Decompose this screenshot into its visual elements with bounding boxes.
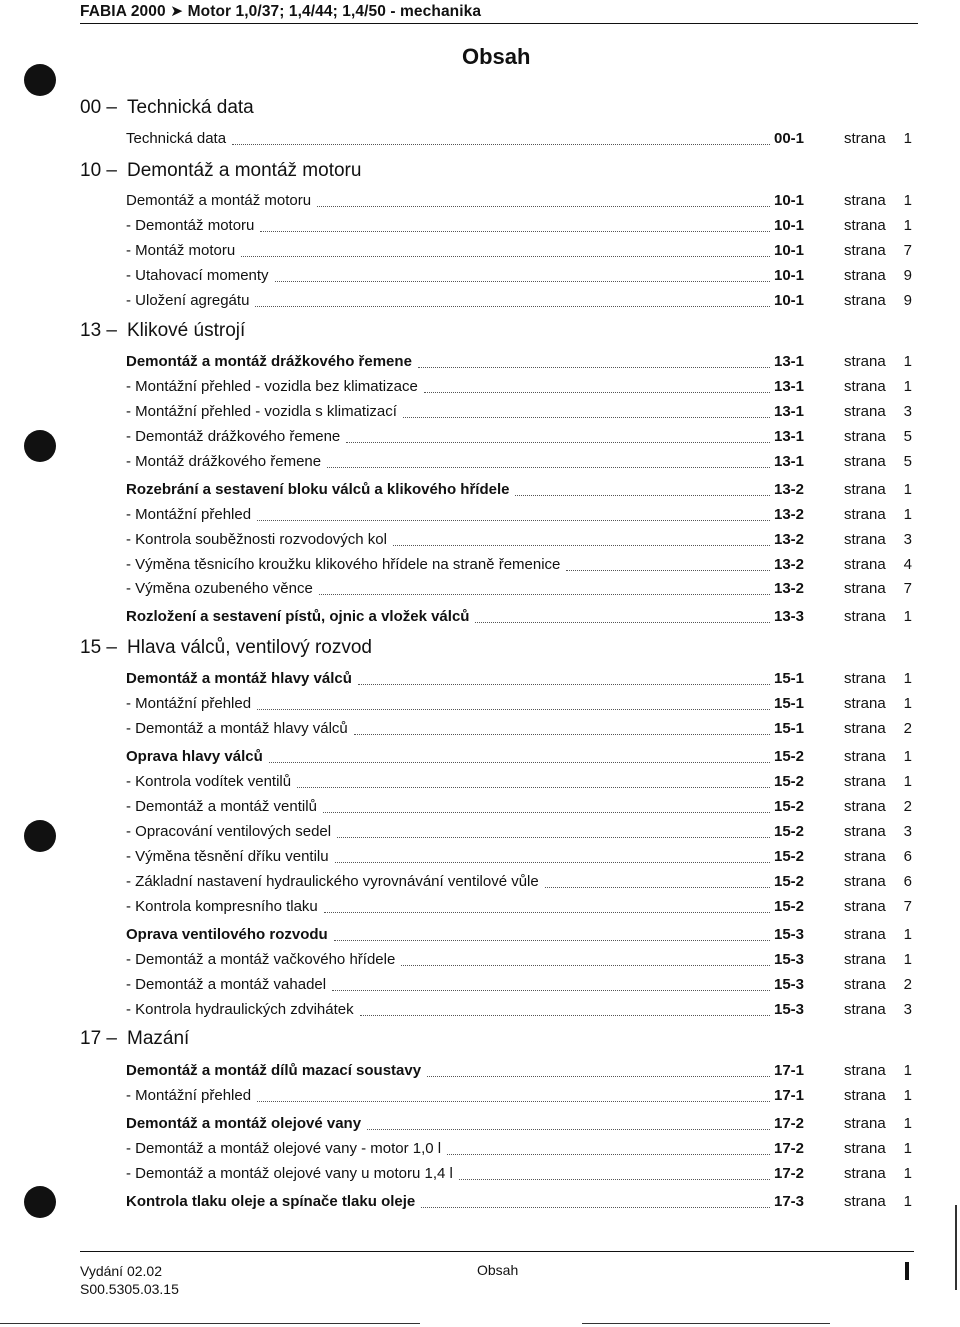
toc-entry-title: Demontáž a montáž drážkového řemene [126,353,412,370]
toc-entry-code: 15-2 [774,748,805,765]
toc-entry-title: - Výměna ozubeného věnce [126,580,313,597]
toc-entry-prefix: strana [844,353,886,370]
toc-entry-code: 13-2 [774,506,805,523]
toc-entry [126,1115,912,1135]
toc-entry-code: 13-3 [774,608,805,625]
toc-entry-title: - Montáž drážkového řemene [126,453,322,470]
toc-entry-page: 1 [903,1087,912,1104]
toc-entry-prefix: strana [844,773,886,790]
section-title: Mazání [127,1028,190,1049]
toc-entry-leader [515,495,770,496]
section-heading-00 [80,97,254,121]
toc-entry-prefix: strana [844,267,886,284]
toc-entry-page: 1 [903,353,912,370]
toc-entry-title: - Uložení agregátu [126,292,250,309]
toc-entry [126,773,912,793]
section-heading-17 [80,1028,189,1052]
section-title: Klikové ústrojí [127,320,246,341]
toc-entry-prefix: strana [844,580,886,597]
toc-entry-page: 1 [903,481,912,498]
toc-entry [126,428,912,448]
toc-entry-title: - Montážní přehled - vozidla s klimatizací [126,403,397,420]
toc-entry-prefix: strana [844,378,886,395]
footer-left [80,1262,179,1298]
toc-entry-title: - Výměna těsnění dříku ventilu [126,848,329,865]
toc-entry-page: 6 [903,848,912,865]
toc-entry-prefix: strana [844,217,886,234]
toc-entry-prefix: strana [844,481,886,498]
toc-entry-title: - Kontrola hydraulických zdvihátek [126,1001,354,1018]
toc-entry-title: - Opracování ventilových sedel [126,823,332,840]
toc-entry-leader [358,684,770,685]
toc-entry-leader [393,545,770,546]
toc-entry-page: 1 [903,192,912,209]
toc-entry-title: Demontáž a montáž motoru [126,192,312,209]
toc-entry-title: - Montážní přehled [126,695,252,712]
toc-entry-title: - Demontáž a montáž vahadel [126,976,327,993]
toc-entry [126,798,912,818]
toc-entry-code: 15-3 [774,976,805,993]
toc-entry-leader [297,787,770,788]
toc-entry-title: Kontrola tlaku oleje a spínače tlaku oleje [126,1193,416,1210]
header-title: FABIA 2000 ➤ Motor 1,0/37; 1,4/44; 1,4/50 - mechanika [80,3,482,20]
toc-entry-page: 1 [903,773,912,790]
toc-entry-page: 9 [903,292,912,309]
toc-entry-leader [335,862,770,863]
toc-entry-leader [424,392,770,393]
toc-entry [126,898,912,918]
toc-entry-title: Demontáž a montáž dílů mazací soustavy [126,1062,422,1079]
toc-entry-prefix: strana [844,192,886,209]
toc-entry-code: 13-2 [774,556,805,573]
toc-entry [126,378,912,398]
toc-entry [126,481,912,501]
toc-entry-prefix: strana [844,531,886,548]
toc-entry-prefix: strana [844,1087,886,1104]
toc-entry-leader [401,965,770,966]
toc-entry [126,720,912,740]
toc-entry-page: 3 [903,1001,912,1018]
binder-hole-icon [24,64,56,96]
toc-entry-prefix: strana [844,1062,886,1079]
toc-entry-page: 7 [903,898,912,915]
toc-entry-prefix: strana [844,798,886,815]
toc-entry-code: 17-2 [774,1165,805,1182]
toc-entry-code: 00-1 [774,130,805,147]
toc-entry [126,748,912,768]
toc-entry [126,1165,912,1185]
toc-entry-title: - Demontáž motoru [126,217,255,234]
toc-entry-page: 5 [903,428,912,445]
toc-entry-code: 17-3 [774,1193,805,1210]
toc-entry-leader [269,762,770,763]
toc-entry-leader [367,1129,770,1130]
toc-entry-leader [346,442,770,443]
scan-line [0,1323,420,1324]
toc-entry [126,242,912,262]
toc-entry-prefix: strana [844,608,886,625]
toc-entry-leader [475,622,770,623]
toc-entry-title: - Demontáž a montáž olejové vany u motoru 1,4 l [126,1165,453,1182]
toc-entry-page: 1 [903,748,912,765]
toc-entry [126,873,912,893]
section-heading-15 [80,637,372,661]
toc-entry [126,1001,912,1021]
toc-entry [126,1193,912,1213]
toc-entry-page: 1 [903,608,912,625]
toc-entry-title: Oprava hlavy válců [126,748,263,765]
toc-entry-prefix: strana [844,695,886,712]
toc-entry-code: 15-2 [774,798,805,815]
toc-entry-prefix: strana [844,130,886,147]
toc-entry-code: 15-3 [774,1001,805,1018]
toc-entry-code: 15-3 [774,951,805,968]
toc-entry-leader [332,990,770,991]
section-heading-13 [80,320,245,344]
toc-entry-page: 9 [903,267,912,284]
toc-entry-title: - Demontáž a montáž ventilů [126,798,317,815]
binder-hole-icon [24,1186,56,1218]
toc-entry-code: 10-1 [774,192,805,209]
toc-entry-code: 10-1 [774,267,805,284]
toc-entry-code: 15-1 [774,720,805,737]
toc-entry-leader [360,1015,770,1016]
toc-entry-prefix: strana [844,1165,886,1182]
toc-entry-code: 10-1 [774,292,805,309]
toc-entry-code: 13-1 [774,453,805,470]
toc-entry-title: - Demontáž a montáž hlavy válců [126,720,348,737]
toc-entry-leader [354,734,770,735]
binder-hole-icon [24,820,56,852]
toc-entry-code: 15-1 [774,670,805,687]
toc-entry [126,608,912,628]
section-number: 00 – [80,97,117,118]
footer-doc-number: S00.5305.03.15 [80,1281,179,1297]
toc-entry-code: 10-1 [774,242,805,259]
toc-entry-prefix: strana [844,1140,886,1157]
toc-entry-page: 1 [903,130,912,147]
toc-entry [126,217,912,237]
toc-entry-code: 15-1 [774,695,805,712]
toc-entry-title: - Montáž motoru [126,242,236,259]
toc-entry-prefix: strana [844,926,886,943]
footer-right-mark [905,1262,909,1280]
toc-entry-page: 1 [903,1193,912,1210]
toc-entry-prefix: strana [844,1115,886,1132]
toc-entry-leader [427,1076,770,1077]
toc-entry-code: 15-2 [774,848,805,865]
toc-entry-title: Oprava ventilového rozvodu [126,926,328,943]
toc-entry-page: 4 [903,556,912,573]
toc-entry-page: 1 [903,1115,912,1132]
toc-entry-prefix: strana [844,898,886,915]
toc-entry-title: - Kontrola kompresního tlaku [126,898,318,915]
section-title: Hlava válců, ventilový rozvod [127,637,372,658]
toc-entry-prefix: strana [844,403,886,420]
toc-entry-prefix: strana [844,242,886,259]
toc-entry-title: - Kontrola vodítek ventilů [126,773,292,790]
toc-entry [126,292,912,312]
toc-entry-code: 13-2 [774,580,805,597]
toc-entry [126,848,912,868]
toc-entry-page: 2 [903,720,912,737]
toc-entry-code: 13-1 [774,378,805,395]
toc-entry-code: 13-1 [774,353,805,370]
toc-entry-prefix: strana [844,720,886,737]
section-number: 13 – [80,320,117,341]
toc-entry [126,823,912,843]
toc-entry-prefix: strana [844,848,886,865]
section-number: 10 – [80,160,117,181]
toc-entry-code: 15-2 [774,823,805,840]
toc-entry-title: - Kontrola souběžnosti rozvodových kol [126,531,387,548]
toc-entry-prefix: strana [844,748,886,765]
toc-entry-prefix: strana [844,506,886,523]
toc-entry [126,453,912,473]
toc-entry [126,267,912,287]
toc-entry-page: 1 [903,1062,912,1079]
toc-entry-title: - Základní nastavení hydraulického vyrovnávání ventilové vůle [126,873,539,890]
toc-entry-leader [337,837,770,838]
toc-entry-code: 15-3 [774,926,805,943]
edge-mark [955,1205,957,1290]
toc-entry-prefix: strana [844,556,886,573]
toc-entry-page: 3 [903,823,912,840]
toc-entry-leader [317,206,770,207]
toc-entry-title: - Výměna těsnicího kroužku klikového hřídele na straně řemenice [126,556,561,573]
section-heading-10 [80,160,361,184]
toc-entry-leader [255,306,770,307]
toc-entry [126,670,912,690]
toc-entry-page: 3 [903,403,912,420]
toc-entry-page: 6 [903,873,912,890]
header-rule [80,23,918,24]
toc-entry-page: 1 [903,1140,912,1157]
toc-entry-title: - Utahovací momenty [126,267,269,284]
toc-entry-page: 1 [903,926,912,943]
toc-entry-page: 1 [903,1165,912,1182]
toc-entry-code: 13-2 [774,481,805,498]
toc-entry-code: 17-1 [774,1062,805,1079]
toc-entry-title: Rozebrání a sestavení bloku válců a klikového hřídele [126,481,510,498]
toc-entry-leader [403,417,770,418]
toc-entry-prefix: strana [844,976,886,993]
toc-entry-leader [323,812,770,813]
toc-entry [126,926,912,946]
toc-entry [126,580,912,600]
toc-entry-page: 1 [903,217,912,234]
footer-center: Obsah [477,1262,519,1278]
toc-entry-code: 10-1 [774,217,805,234]
toc-entry-title: - Demontáž a montáž vačkového hřídele [126,951,396,968]
toc-entry-leader [257,520,770,521]
toc-entry-page: 7 [903,580,912,597]
toc-entry-leader [545,887,770,888]
toc-entry-leader [257,709,770,710]
toc-entry-title: - Demontáž a montáž olejové vany - motor 1,0 l [126,1140,442,1157]
toc-entry-page: 1 [903,378,912,395]
toc-entry-title: - Montážní přehled [126,506,252,523]
toc-entry-title: - Demontáž drážkového řemene [126,428,341,445]
section-number: 15 – [80,637,117,658]
toc-entry [126,951,912,971]
toc-entry-title: - Montážní přehled - vozidla bez klimatizace [126,378,418,395]
toc-entry-leader [324,912,770,913]
toc-entry [126,695,912,715]
toc-entry-prefix: strana [844,428,886,445]
toc-entry-prefix: strana [844,1193,886,1210]
toc-entry-page: 7 [903,242,912,259]
toc-entry-leader [447,1154,770,1155]
toc-entry [126,403,912,423]
toc-entry-code: 15-2 [774,873,805,890]
toc-entry-code: 17-2 [774,1115,805,1132]
toc-entry-page: 1 [903,695,912,712]
toc-entry-prefix: strana [844,292,886,309]
toc-entry-prefix: strana [844,823,886,840]
toc-entry-code: 15-2 [774,773,805,790]
toc-entry-page: 2 [903,798,912,815]
toc-entry-leader [275,281,770,282]
toc-entry-title: Demontáž a montáž olejové vany [126,1115,362,1132]
footer-rule [80,1251,914,1252]
toc-entry-leader [241,256,770,257]
toc-entry-leader [334,940,770,941]
toc-entry-leader [319,594,770,595]
page-title: Obsah [462,44,531,69]
section-title: Demontáž a montáž motoru [127,160,362,181]
toc-entry-prefix: strana [844,453,886,470]
toc-entry-title: Demontáž a montáž hlavy válců [126,670,352,687]
toc-entry-page: 5 [903,453,912,470]
toc-entry [126,1087,912,1107]
toc-entry [126,556,912,576]
toc-entry-page: 2 [903,976,912,993]
footer-edition: Vydání 02.02 [80,1263,162,1279]
toc-entry-page: 3 [903,531,912,548]
toc-entry-code: 15-2 [774,898,805,915]
toc-entry-leader [421,1207,770,1208]
toc-entry-leader [257,1101,770,1102]
toc-entry-code: 17-2 [774,1140,805,1157]
toc-entry-title: - Montážní přehled [126,1087,252,1104]
toc-entry-leader [260,231,770,232]
toc-entry [126,1062,912,1082]
toc-entry-leader [418,367,770,368]
toc-entry [126,976,912,996]
toc-entry-page: 1 [903,951,912,968]
toc-entry-prefix: strana [844,951,886,968]
toc-entry-code: 13-1 [774,403,805,420]
toc-entry [126,531,912,551]
toc-entry-prefix: strana [844,670,886,687]
section-number: 17 – [80,1028,117,1049]
toc-entry-code: 13-2 [774,531,805,548]
toc-entry-page: 1 [903,506,912,523]
binder-hole-icon [24,430,56,462]
toc-entry [126,192,912,212]
toc-entry [126,130,912,150]
toc-entry-code: 13-1 [774,428,805,445]
toc-entry-leader [232,144,770,145]
toc-entry [126,506,912,526]
section-title: Technická data [127,97,254,118]
toc-entry-leader [566,570,770,571]
toc-entry-title: Rozložení a sestavení pístů, ojnic a vložek válců [126,608,470,625]
toc-entry-prefix: strana [844,873,886,890]
toc-entry-code: 17-1 [774,1087,805,1104]
toc-entry-leader [459,1179,770,1180]
toc-entry-prefix: strana [844,1001,886,1018]
toc-entry-leader [327,467,770,468]
toc-entry [126,1140,912,1160]
toc-entry-page: 1 [903,670,912,687]
toc-entry-title: Technická data [126,130,227,147]
scan-line [582,1323,830,1324]
toc-entry [126,353,912,373]
